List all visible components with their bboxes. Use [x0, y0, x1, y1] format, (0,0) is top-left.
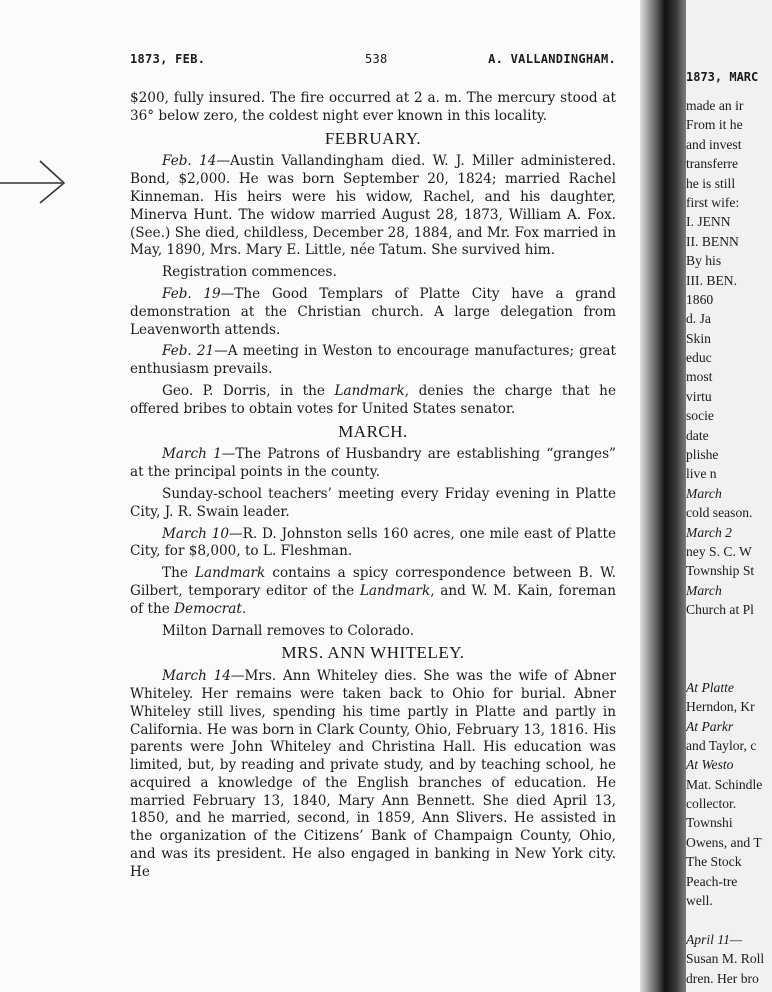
facing-page-line: collector.	[686, 796, 737, 812]
entry-text: , denies the charge that he offered bribes to obtain votes for United States senator.	[130, 382, 616, 417]
entry-text: —Austin Vallandingham died. W. J. Miller administered. Bond, $2,000. He was born September 20, 1824; married Rachel Kinneman. His heirs were his widow, Rachel, and his daughter, Minerva Hunt. The widow married August 28, 1873, William A. Fox. (See.) She died, childless, December 28, 1884, and Mr. Fox married in May, 1890, Mrs. Mary E. Little, née Tatum. She survived him.	[130, 153, 616, 259]
entry-feb-14	[130, 153, 616, 260]
facing-page-line: The Stock	[686, 854, 742, 870]
facing-page-line	[686, 620, 772, 639]
entry-text: —R. D. Johnston sells 160 acres, one mile east of Platte City, for $8,000, to L. Fleshman.	[130, 525, 616, 560]
entry-feb-19	[130, 286, 616, 339]
facing-page-line: By his	[686, 253, 722, 269]
facing-page-line: cold season.	[686, 505, 753, 521]
entry-feb-21	[130, 343, 616, 379]
section-heading-march: MARCH.	[338, 421, 408, 441]
facing-page-line: plishe	[686, 447, 719, 463]
facing-page-line: virtu	[686, 388, 712, 404]
section-heading-february: FEBRUARY.	[324, 128, 422, 148]
entry-dorris	[130, 383, 616, 419]
facing-page-line: and invest	[686, 136, 742, 152]
facing-page-line: Church at Pl	[686, 602, 754, 618]
facing-page-line: At Platte	[686, 679, 734, 695]
facing-page-line: Susan M. Roll	[686, 951, 765, 967]
facing-page-line: ney S. C. W	[686, 543, 752, 559]
facing-page-line: III. BEN.	[686, 272, 737, 288]
entry-mar-1	[130, 446, 616, 482]
facing-page-line	[686, 639, 772, 658]
entry-date: Feb. 14	[162, 153, 217, 170]
facing-page-line: 1860	[686, 291, 714, 307]
facing-page-line: he is still	[686, 175, 736, 191]
facing-page-line	[686, 658, 772, 677]
entry-mar-14	[130, 668, 616, 882]
intro-paragraph: $200, fully insured. The fire occurred at 2 a. m. The mercury stood at 36° below zero, the coldest night ever known in this locality.	[130, 90, 616, 124]
entry-text: —The Good Templars of Platte City have a grand demonstration at the Christian church. A large delegation from Leavenworth attends.	[130, 285, 616, 338]
facing-page-line: Township St	[686, 563, 755, 579]
entry-date: Feb. 19	[162, 285, 221, 302]
facing-page-line	[686, 910, 772, 929]
entry-text: —A meeting in Weston to encourage manufactures; great enthusiasm prevails.	[130, 343, 616, 378]
book-gutter-shadow	[640, 0, 690, 992]
facing-page-line: At Westo	[686, 757, 734, 773]
facing-page-line: Mat. Schindle	[686, 776, 763, 792]
entry-date: March 10	[162, 525, 230, 542]
entry-text: Geo. P. Dorris, in the	[162, 382, 335, 399]
entry-text: —The Patrons of Husbandry are establishing “granges” at the principal points in the county.	[130, 446, 616, 481]
facing-page-lines	[686, 96, 772, 988]
facing-page-line: most	[686, 369, 713, 385]
entry-mar-10	[130, 526, 616, 562]
facing-page-line: made an ir	[686, 98, 744, 113]
newspaper-title: Landmark	[194, 565, 266, 582]
entry-landmark	[130, 565, 616, 618]
entry-date: March 1	[162, 446, 222, 463]
newspaper-title: Landmark	[334, 382, 405, 399]
facing-page-line: transferre	[686, 156, 739, 172]
entry-text: contains a spicy correspondence between B. W. Gilbert, temporary editor of the	[130, 565, 616, 599]
facing-page-line: socie	[686, 408, 714, 424]
header-date: 1873, FEB.	[130, 52, 206, 66]
facing-page-line: and Taylor, c	[686, 737, 757, 753]
entry-text: —Mrs. Ann Whiteley dies. She was the wife of Abner Whiteley. Her remains were taken back to Ohio for burial. Abner Whiteley still lives, spending his time partly in Platte and partly in California. He was born in Clark County, Ohio, February 13, 1816. His parents were John Whiteley and Christina Hall. His education was limited, but, by reading and private study, and by teaching school, he acquired a knowledge of the English branches of education. He married February 13, 1840, Mary Ann Bennett. She died April 13, 1850, and he married, second, in 1859, Ann Slivers. He assisted in the organization of the Citizens’ Bank of Champaign County, Ohio, and was its president. He also engaged in banking in New York city. He	[130, 668, 616, 880]
facing-page-line: d. Ja	[686, 311, 711, 327]
header-name: A. VALLANDINGHAM.	[488, 52, 616, 66]
entry-sunday-school: Sunday-school teachers’ meeting every Friday evening in Platte City, J. R. Swain leader.	[130, 485, 616, 520]
facing-page-line: date	[686, 427, 709, 443]
entry-registration: Registration commences.	[162, 264, 337, 281]
newspaper-title: Landmark	[359, 582, 431, 599]
entry-text: .	[241, 600, 247, 617]
facing-page-line: From it he	[686, 117, 743, 133]
facing-page-line: At Parkr	[686, 718, 734, 734]
facing-page-line: April 11—	[686, 931, 743, 947]
facing-page-line: well.	[686, 893, 713, 909]
facing-page-line: Herndon, Kr	[686, 699, 755, 715]
facing-page-line: I. JENN	[686, 214, 731, 230]
facing-page-line: March	[686, 485, 722, 501]
text-column	[130, 90, 616, 886]
entry-darnall: Milton Darnall removes to Colorado.	[162, 622, 415, 639]
facing-page-line: live n	[686, 466, 717, 482]
newspaper-title: Democrat	[174, 600, 242, 617]
page-number: 538	[365, 52, 388, 66]
facing-page-line: March 2	[686, 524, 732, 540]
running-head	[130, 52, 616, 72]
facing-page-line: Owens, and T	[686, 834, 762, 850]
facing-page-line: dren. Her bro	[686, 970, 759, 986]
facing-page-line: Townshi	[686, 815, 733, 831]
facing-page-line: II. BENN	[686, 233, 739, 249]
section-heading-whiteley: MRS. ANN WHITELEY.	[281, 643, 465, 663]
facing-page-line: March	[686, 582, 722, 598]
facing-page-line: first wife:	[686, 194, 740, 210]
entry-date: March 14	[162, 668, 231, 685]
margin-arrow-icon	[0, 155, 70, 205]
facing-page-line: educ	[686, 350, 712, 366]
entry-date: Feb. 21	[162, 343, 215, 360]
facing-page-fragment	[686, 0, 772, 992]
facing-page-line: Skin	[686, 330, 711, 346]
facing-page-line: Peach-tre	[686, 873, 738, 889]
entry-text: , and W. M. Kain, foreman of the	[130, 582, 616, 617]
facing-page-header: 1873, MARC	[686, 70, 759, 84]
entry-text: The	[162, 565, 195, 582]
